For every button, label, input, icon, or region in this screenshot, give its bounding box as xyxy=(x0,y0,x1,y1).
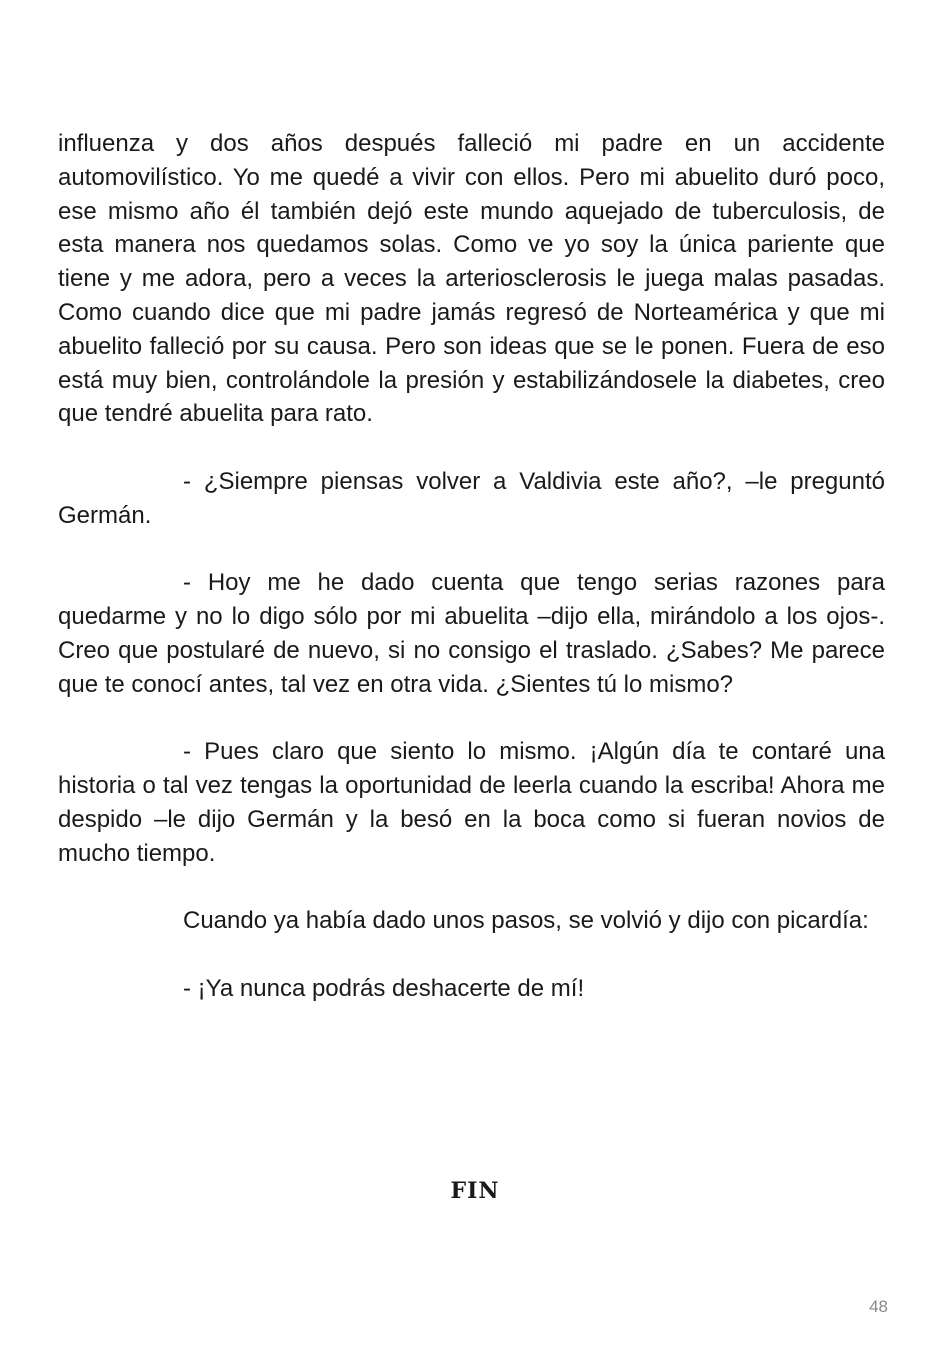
paragraph-dialogue-answer: - Hoy me he dado cuenta que tengo serias razones para quedarme y no lo digo sólo por mi abuelita –dijo ella, mirándolo a los ojos-. Creo que postularé de nuevo, si no consigo el traslado. ¿Sabes? Me parece que te conocí antes, tal vez en otra vida. ¿Sientes tú lo mismo? xyxy=(58,569,885,698)
paragraph-narration-turn: Cuando ya había dado unos pasos, se volvió y dijo con picardía: xyxy=(183,907,869,935)
end-mark: FIN xyxy=(450,1178,500,1204)
paragraph-narration: influenza y dos años después falleció mi padre en un accidente automovilístico. Yo me quedé a vivir con ellos. Pero mi abuelito duró poco, ese mismo año él también dejó este mundo aquejado de tuberculosis, de esta manera nos quedamos solas. Como ve yo soy la única pariente que tiene y me adora, pero a veces la arteriosclerosis le juega malas pasadas. Como cuando dice que mi padre jamás regresó de Norteamérica y que mi abuelito falleció por su causa. Pero son ideas que se le ponen. Fuera de eso está muy bien, controlándole la presión y estabilizándosele la diabetes, creo que tendré abuelita para rato. xyxy=(58,130,885,428)
paragraph-dialogue-question: - ¿Siempre piensas volver a Valdivia este año?, –le preguntó Germán. xyxy=(58,467,885,529)
page-number: 48 xyxy=(869,1297,888,1316)
paragraph-dialogue-final: - ¡Ya nunca podrás deshacerte de mí! xyxy=(183,974,585,1002)
paragraph-dialogue-farewell: - Pues claro que siento lo mismo. ¡Algún día te contaré una historia o tal vez tengas la oportunidad de leerla cuando la escriba! Ahora me despido –le dijo Germán y la besó en la boca como si fueran novios de mucho tiempo. xyxy=(58,738,885,867)
story-text xyxy=(58,127,885,1006)
